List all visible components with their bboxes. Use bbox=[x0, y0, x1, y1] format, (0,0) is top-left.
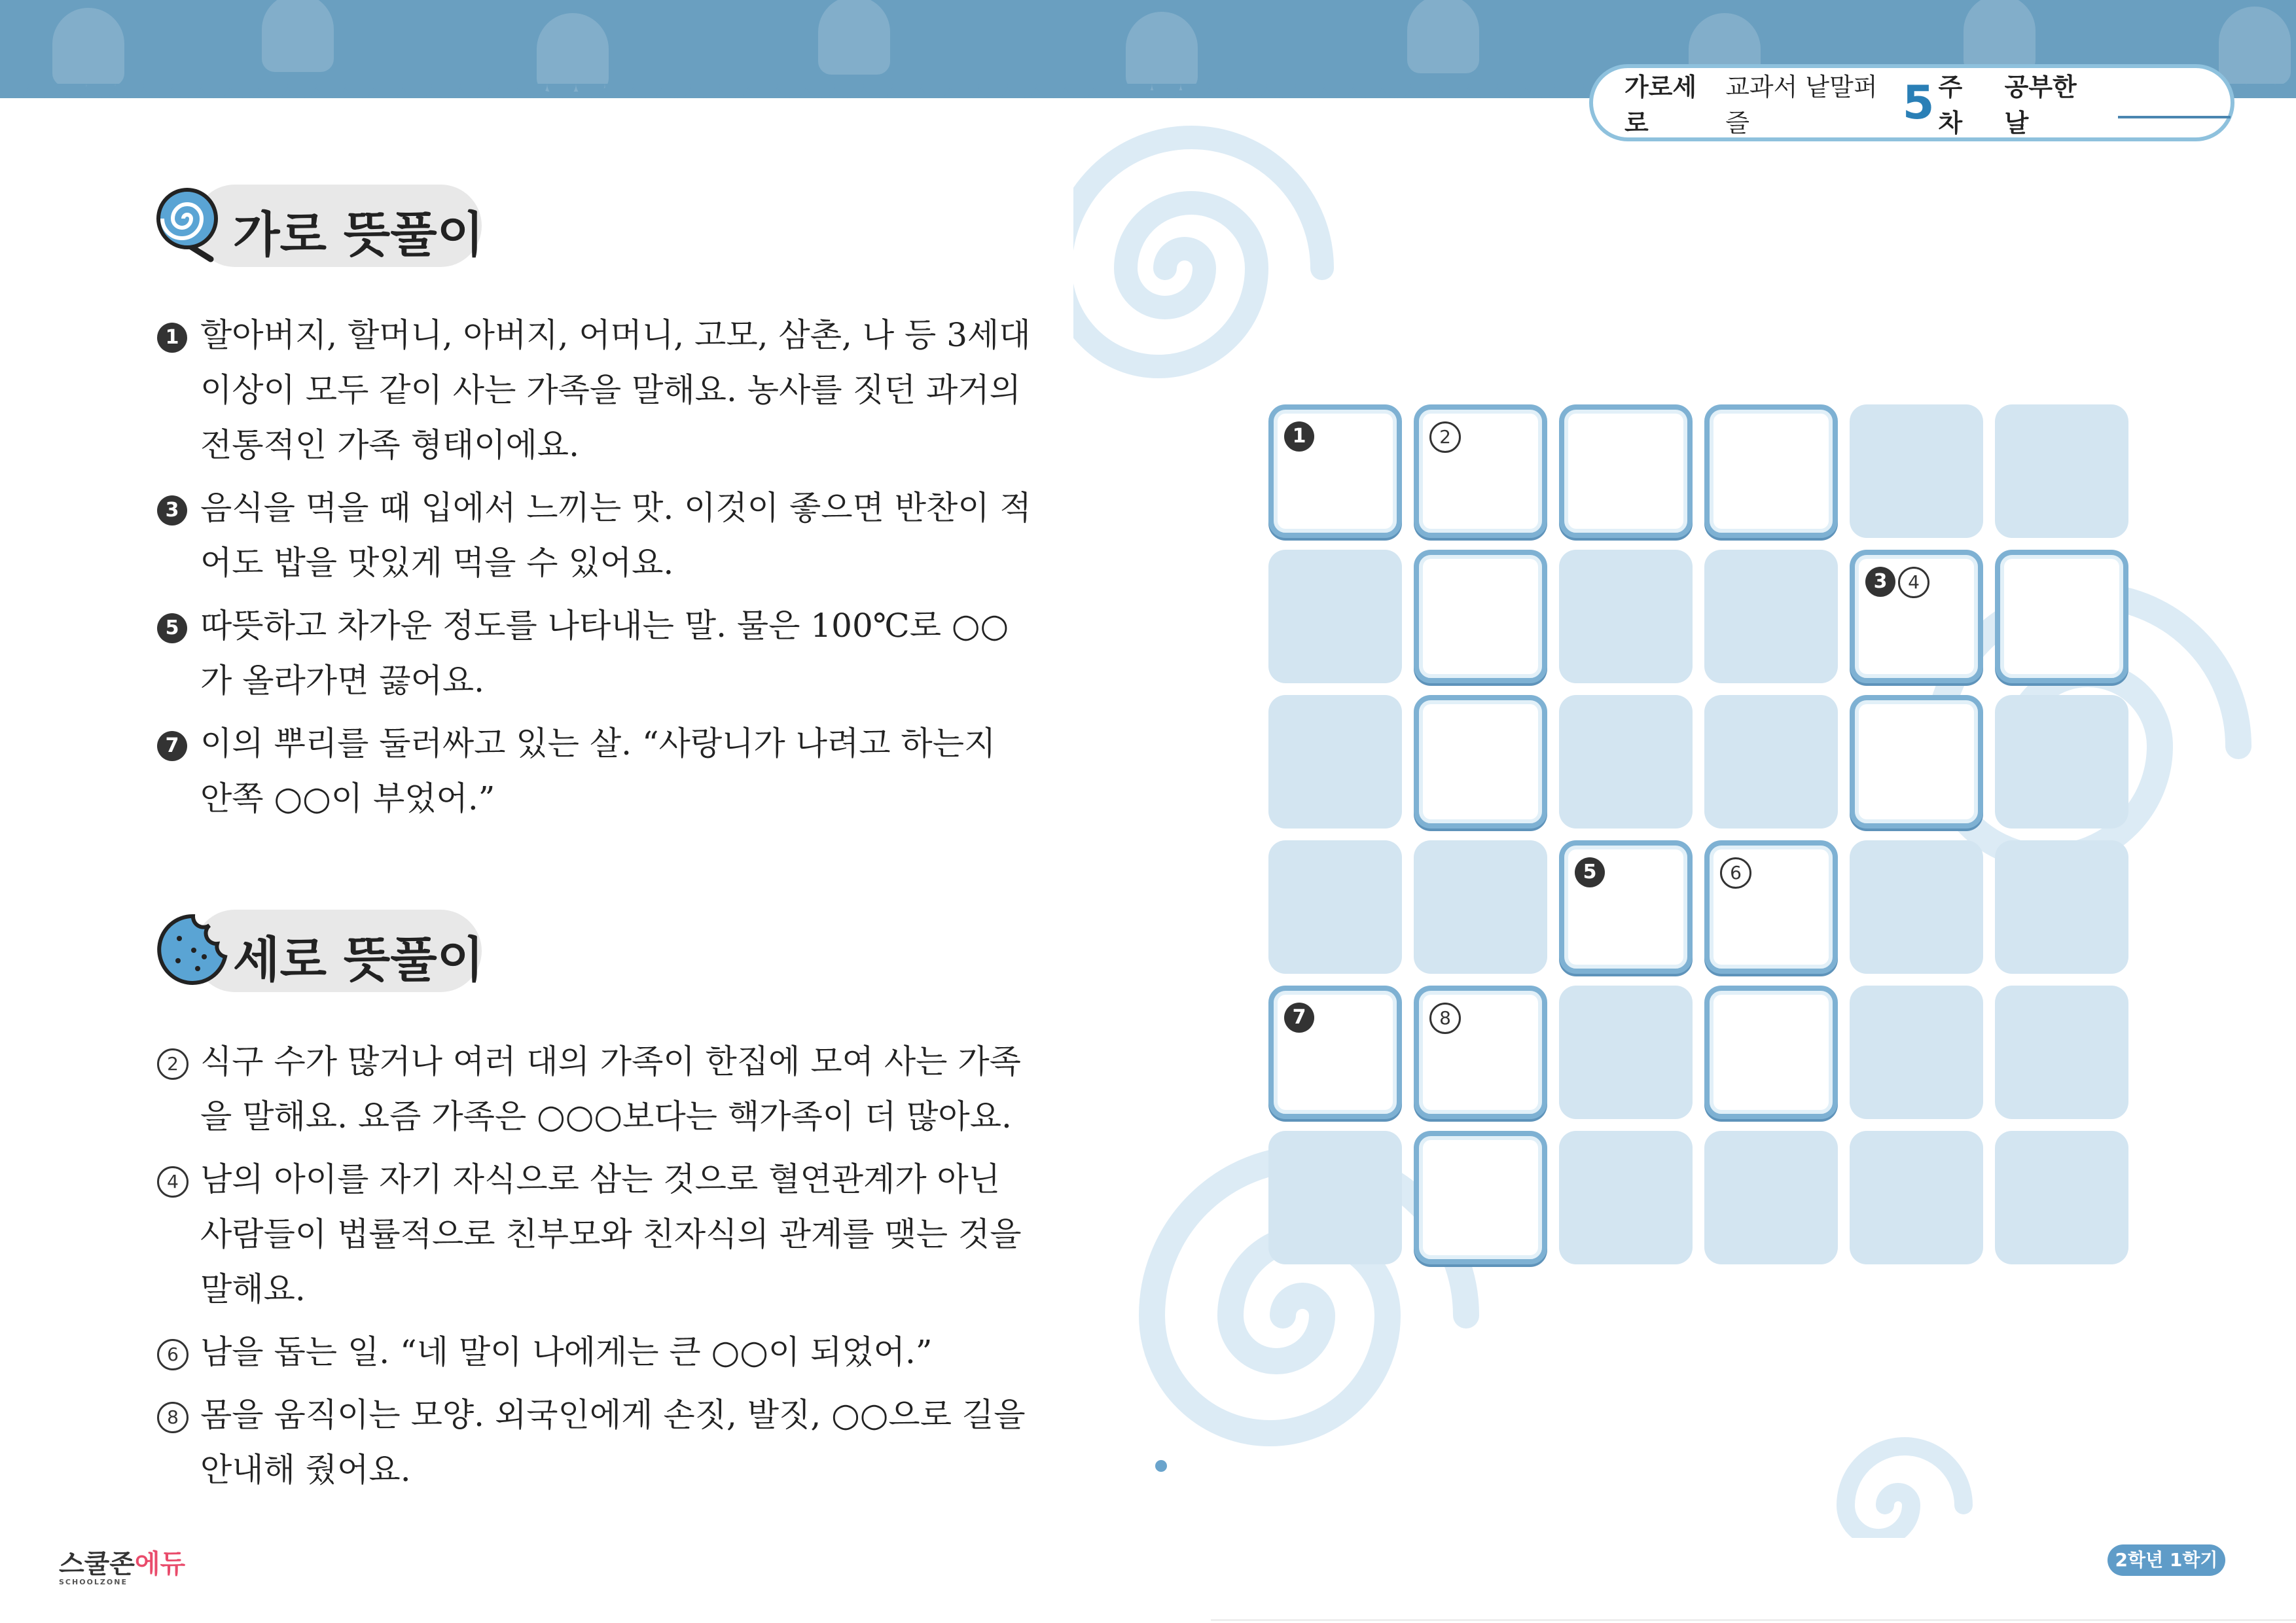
cell-number-badge: 5 bbox=[1575, 857, 1605, 887]
clue-item bbox=[157, 598, 1034, 708]
logo-main: 스쿨존 bbox=[59, 1549, 135, 1579]
blocked-cell bbox=[1559, 550, 1693, 683]
clue-item bbox=[157, 308, 1034, 473]
blocked-cell bbox=[1704, 1131, 1838, 1264]
clue-number-badge: 7 bbox=[157, 731, 187, 761]
ghost-decoration bbox=[818, 0, 890, 75]
down-clue-list bbox=[157, 1034, 1034, 1505]
clue-text: 따뜻하고 차가운 정도를 나타내는 말. 물은 100℃로 ○○가 올라가면 끓어요. bbox=[200, 607, 1009, 700]
answer-cell[interactable] bbox=[1414, 986, 1547, 1119]
across-section-header bbox=[154, 171, 495, 276]
blocked-cell bbox=[1268, 840, 1402, 974]
blocked-cell bbox=[1268, 1131, 1402, 1264]
clue-text: 이의 뿌리를 둘러싸고 있는 살. “사랑니가 나려고 하는지 안쪽 ○○이 부었어.” bbox=[200, 724, 996, 817]
clue-text: 남의 아이를 자기 자식으로 삼는 것으로 혈연관계가 아닌 사람들이 법률적으로 친부모와 친자식의 관계를 맺는 것을 말해요. bbox=[200, 1160, 1022, 1308]
clue-number-badge: 8 bbox=[157, 1402, 188, 1433]
cell-number-label bbox=[1429, 1003, 1461, 1034]
answer-cell[interactable] bbox=[1995, 550, 2128, 683]
blocked-cell bbox=[1268, 550, 1402, 683]
clue-number-badge: 1 bbox=[157, 323, 187, 353]
answer-cell[interactable] bbox=[1704, 404, 1838, 538]
ghost-decoration bbox=[537, 13, 609, 92]
clue-number-badge: 4 bbox=[157, 1166, 188, 1198]
clue-number-badge: 5 bbox=[157, 613, 187, 643]
cell-number-badge: 6 bbox=[1720, 857, 1751, 889]
clue-text: 할아버지, 할머니, 아버지, 어머니, 고모, 삼촌, 나 등 3세대 이상이 모두 같이 사는 가족을 말해요. 농사를 짓던 과거의 전통적인 가족 형태이에요. bbox=[200, 316, 1031, 464]
blocked-cell bbox=[1850, 1131, 1983, 1264]
clue-text: 남을 돕는 일. “네 말이 나에게는 큰 ○○이 되었어.” bbox=[200, 1333, 933, 1371]
ghost-decoration bbox=[262, 0, 334, 72]
ghost-decoration bbox=[1964, 0, 2036, 73]
cell-number-label bbox=[1865, 567, 1929, 598]
answer-cell[interactable] bbox=[1559, 840, 1693, 974]
puzzle-title: 교과서 낱말퍼즐 bbox=[1725, 73, 1878, 137]
cell-number-badge: 1 bbox=[1284, 421, 1314, 452]
puzzle-title-bold: 가로세로 bbox=[1624, 73, 1697, 137]
cell-number-badge: 3 bbox=[1865, 567, 1895, 597]
crossword-grid bbox=[1268, 404, 2127, 1263]
blocked-cell bbox=[1850, 404, 1983, 538]
blocked-cell bbox=[1704, 550, 1838, 683]
down-heading: 세로 뜻풀이 bbox=[233, 932, 484, 988]
answer-cell[interactable] bbox=[1704, 986, 1838, 1119]
logo-sub: SCHOOLZONE bbox=[59, 1578, 128, 1586]
answer-cell[interactable] bbox=[1414, 1131, 1547, 1264]
clue-text: 식구 수가 많거나 여러 대의 가족이 한집에 모여 사는 가족을 말해요. 요즘 가족은 ○○○보다는 핵가족이 더 많아요. bbox=[200, 1043, 1021, 1135]
ghost-decoration bbox=[1126, 12, 1198, 90]
answer-cell[interactable] bbox=[1414, 695, 1547, 829]
clue-number-badge: 6 bbox=[157, 1339, 188, 1370]
ghost-decoration bbox=[2219, 7, 2291, 85]
blocked-cell bbox=[1268, 695, 1402, 829]
cell-number-label bbox=[1720, 857, 1751, 889]
clue-item bbox=[157, 480, 1034, 590]
across-heading: 가로 뜻풀이 bbox=[233, 207, 484, 263]
ghost-decoration bbox=[1407, 0, 1479, 73]
blocked-cell bbox=[1850, 986, 1983, 1119]
blocked-cell bbox=[1995, 1131, 2128, 1264]
bottom-divider bbox=[1211, 1619, 2296, 1621]
cell-number-label bbox=[1284, 421, 1314, 452]
answer-cell[interactable] bbox=[1268, 404, 1402, 538]
blocked-cell bbox=[1995, 840, 2128, 974]
clue-number-badge: 2 bbox=[157, 1048, 188, 1080]
blocked-cell bbox=[1995, 404, 2128, 538]
publisher-logo bbox=[59, 1543, 185, 1586]
blocked-cell bbox=[1850, 840, 1983, 974]
answer-cell[interactable] bbox=[1414, 550, 1547, 683]
cell-number-badge: 4 bbox=[1898, 567, 1929, 598]
lollipop-icon bbox=[154, 186, 232, 263]
answer-cell[interactable] bbox=[1850, 550, 1983, 683]
clue-item bbox=[157, 716, 1034, 826]
clue-item bbox=[157, 1152, 1034, 1317]
answer-cell[interactable] bbox=[1559, 404, 1693, 538]
ghost-decoration bbox=[52, 8, 124, 86]
clue-item bbox=[157, 1034, 1034, 1144]
clue-number-badge: 3 bbox=[157, 495, 187, 526]
cookie-icon bbox=[154, 911, 232, 988]
across-clue-list bbox=[157, 308, 1034, 834]
grade-badge: 2학년 1학기 bbox=[2108, 1544, 2225, 1576]
blocked-cell bbox=[1559, 695, 1693, 829]
cell-number-label bbox=[1429, 421, 1461, 453]
answer-cell[interactable] bbox=[1704, 840, 1838, 974]
cell-number-badge: 7 bbox=[1284, 1003, 1314, 1033]
cell-number-badge: 8 bbox=[1429, 1003, 1461, 1034]
blocked-cell bbox=[1704, 695, 1838, 829]
blocked-cell bbox=[1559, 1131, 1693, 1264]
cell-number-label bbox=[1575, 857, 1605, 887]
clue-text: 음식을 먹을 때 입에서 느끼는 맛. 이것이 좋으면 반찬이 적어도 밥을 맛있게 먹을 수 있어요. bbox=[200, 489, 1031, 582]
down-section-header bbox=[154, 897, 495, 1001]
answer-cell[interactable] bbox=[1268, 986, 1402, 1119]
blocked-cell bbox=[1559, 986, 1693, 1119]
logo-edu: 에듀 bbox=[134, 1549, 186, 1579]
blocked-cell bbox=[1995, 695, 2128, 829]
cell-number-label bbox=[1284, 1003, 1314, 1033]
clue-item bbox=[157, 1325, 1034, 1380]
study-date-label: 공부한 날 bbox=[2004, 73, 2077, 137]
blocked-cell bbox=[1414, 840, 1547, 974]
week-suffix: 주차 bbox=[1938, 73, 1963, 137]
week-number: 5 bbox=[1902, 76, 1935, 130]
answer-cell[interactable] bbox=[1850, 695, 1983, 829]
cell-number-badge: 2 bbox=[1429, 421, 1461, 453]
blocked-cell bbox=[1995, 986, 2128, 1119]
answer-cell[interactable] bbox=[1414, 404, 1547, 538]
clue-item bbox=[157, 1387, 1034, 1497]
clue-text: 몸을 움직이는 모양. 외국인에게 손짓, 발짓, ○○으로 길을 안내해 줬어요. bbox=[200, 1396, 1026, 1489]
page-dot bbox=[1155, 1460, 1167, 1472]
